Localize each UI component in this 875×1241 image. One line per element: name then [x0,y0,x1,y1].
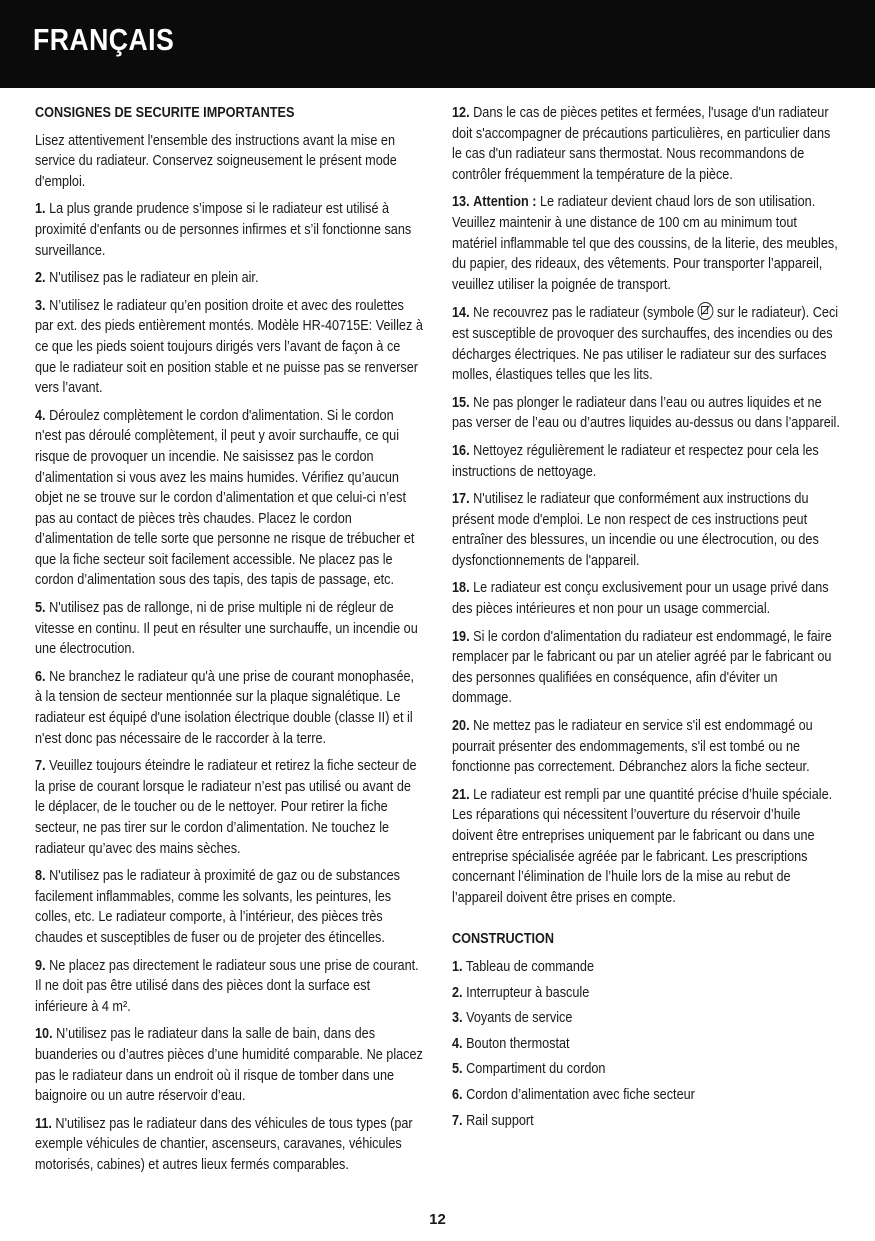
safety-item-4: 4. Déroulez complètement le cordon d'alimentation. Si le cordon n'est pas déroulé complètement, il peut y avoir surchauffe, ce qui risque de provoquer un incendie. Ne saisissez pas le cordon d’alimentation si vous avez les mains humides. Vérifiez qu’aucun objet ne se trouve sur le cordon d’alimentation et que celui-ci n’est pas au contact de pièces très chaudes. Placez le cordon d’alimentation de telle sorte que personne ne risque de trébucher et que la fiche secteur soit facilement accessible. Ne placez pas le cordon d’alimentation sous des tapis, des tapis de passage, etc. [35,407,415,589]
safety-item-2: 2. N'utilisez pas le radiateur en plein air. [35,270,259,287]
safety-item-20: 20. Ne mettez pas le radiateur en service s'il est endommagé ou pourrait présenter des endommagements, s'il est tombé ou ne fonctionne pas correctement. Débranchez alors la fiche secteur. [452,718,813,776]
construction-item: 6. Cordon d’alimentation avec fiche secteur [452,1086,695,1103]
safety-item-18: 18. Le radiateur est conçu exclusivement pour un usage privé dans des pièces intérieures et non pour un usage commercial. [452,580,829,618]
intro-paragraph: Lisez attentivement l'ensemble des instructions avant la mise en service du radiateur. Conservez soigneusement le présent mode d'emploi. [35,132,397,190]
construction-item: 4. Bouton thermostat [452,1035,570,1052]
construction-title: CONSTRUCTION [452,931,555,948]
safety-item-21: 21. Le radiateur est rempli par une quantité précise d’huile spéciale. Les réparations qui nécessitent l’ouverture du réservoir d’huile doivent être entreprises uniquement par le fabricant ou dans une entreprise spécialisée agréée par le fabricant. Les prescriptions concernant l’élimination de l’huile lors de la mise au rebut de l’appareil doivent être prises en compte. [452,786,833,906]
safety-item-3: 3. N’utilisez le radiateur qu’en position droite et avec des roulettes par ext. des pieds entièrement montés. Modèle HR-40715E: Veillez à ce que les pieds soient toujours dirigés vers l’avant de façon à ce que le radiateur soit en position stable et ne puisse pas se renverser vers l’avant. [35,297,423,397]
left-column [35,103,423,1183]
safety-item-12: 12. Dans le cas de pièces petites et fermées, l'usage d'un radiateur doit s'accompagner de précautions particulières, en particulier dans le cas d'un radiateur sans thermostat. Nous recommandons de contrôler fréquemment la température de la pièce. [452,105,831,183]
safety-item-8: 8. N'utilisez pas le radiateur à proximité de gaz ou de substances facilement inflammables, comme les solvants, les peintures, les colles, etc. Le radiateur comporte, à l’intérieur, des pièces très chaudes et susceptibles de fuser ou de projeter des étincelles. [35,868,400,946]
safety-item-1: 1. La plus grande prudence s’impose si le radiateur est utilisé à proximité d'enfants ou de personnes infirmes et s’il fonctionne sans surveillance. [35,201,412,259]
safety-item-6: 6. Ne branchez le radiateur qu'à une prise de courant monophasée, à la tension de secteur mentionnée sur la plaque signalétique. Le radiateur est équipé d'une isolation électrique double (classe II) et il n'est donc pas nécessaire de le raccorder à la terre. [35,668,415,747]
safety-item-16: 16. Nettoyez régulièrement le radiateur et respectez pour cela les instructions de nettoyage. [452,442,819,480]
safety-item-17: 17. N'utilisez le radiateur que conformément aux instructions du présent mode d'emploi. Le non respect de ces instructions peut entraîner des blessures, un incendie ou une électrocution, ou des dysfonctionnements de l'appareil. [452,491,819,569]
safety-item-14: 14. Ne recouvrez pas le radiateur (symbole sur le radiateur). Ceci est susceptible de provoquer des surchauffes, des incendies ou des décharges électriques. Ne pas utiliser le radiateur sur des surfaces molles, élastiques telles que les lits. [452,302,840,385]
do-not-cover-icon [698,302,714,320]
safety-item-13: 13. Attention : Le radiateur devient chaud lors de son utilisation. Veuillez maintenir à une distance de 100 cm au minimum tout matériel inflammable tel que des coussins, de la literie, des meubles, du papier, des rideaux, des vêtements. Pour transporter l’appareil, veuillez utiliser la poignée de transport. [452,194,838,293]
page-header [0,0,875,88]
safety-item-7: 7. Veuillez toujours éteindre le radiateur et retirez la fiche secteur de la prise de courant lorsque le radiateur n’est pas utilisé ou avant de le déplacer, de le toucher ou de le nettoyer. Pour retirer la fiche secteur, ne pas tirer sur le cordon d’alimentation. Ne touchez le radiateur qu’avec des mains sèches. [35,758,417,857]
construction-item: 3. Voyants de service [452,1010,573,1027]
safety-section-title: CONSIGNES DE SECURITE IMPORTANTES [35,105,295,121]
safety-item-15: 15. Ne pas plonger le radiateur dans l’eau ou autres liquides et ne pas verser de l’eau ou d’autres liquides au-dessus ou dans l’appareil. [452,394,840,432]
construction-item: 5. Compartiment du cordon [452,1061,606,1078]
safety-item-11: 11. N'utilisez pas le radiateur dans des véhicules de tous types (par exemple véhicules de chantier, ascenseurs, caravanes, véhicules motorisés, cabines) et autres lieux fermés comparables. [35,1115,413,1173]
construction-item: 7. Rail support [452,1112,534,1129]
safety-item-19: 19. Si le cordon d'alimentation du radiateur est endommagé, le faire remplacer par le fabricant ou par un atelier agréé par le fabricant ou des personnes qualifiées en conséquence, afin d'éviter un dommage. [452,628,832,707]
right-column [452,103,840,1136]
safety-item-10: 10. N’utilisez pas le radiateur dans la salle de bain, dans des buanderies ou d’autres pièces d’une humidité comparable. Ne placez pas le radiateur dans un endroit où il risque de tomber dans une baignoire ou un autre réservoir d’eau. [35,1026,423,1105]
safety-item-5: 5. N'utilisez pas de rallonge, ni de prise multiple ni de régleur de vitesse en continu. Il peut en résulter une surchauffe, un incendie ou une électrocution. [35,600,418,658]
language-title: FRANÇAIS [33,22,175,57]
construction-item: 1. Tableau de commande [452,958,595,975]
page-number: 12 [429,1211,446,1228]
safety-item-9: 9. Ne placez pas directement le radiateur sous une prise de courant. Il ne doit pas être utilisé dans des pièces dont la surface est inférieure à 4 m². [35,957,419,1015]
construction-item: 2. Interrupteur à bascule [452,984,590,1001]
